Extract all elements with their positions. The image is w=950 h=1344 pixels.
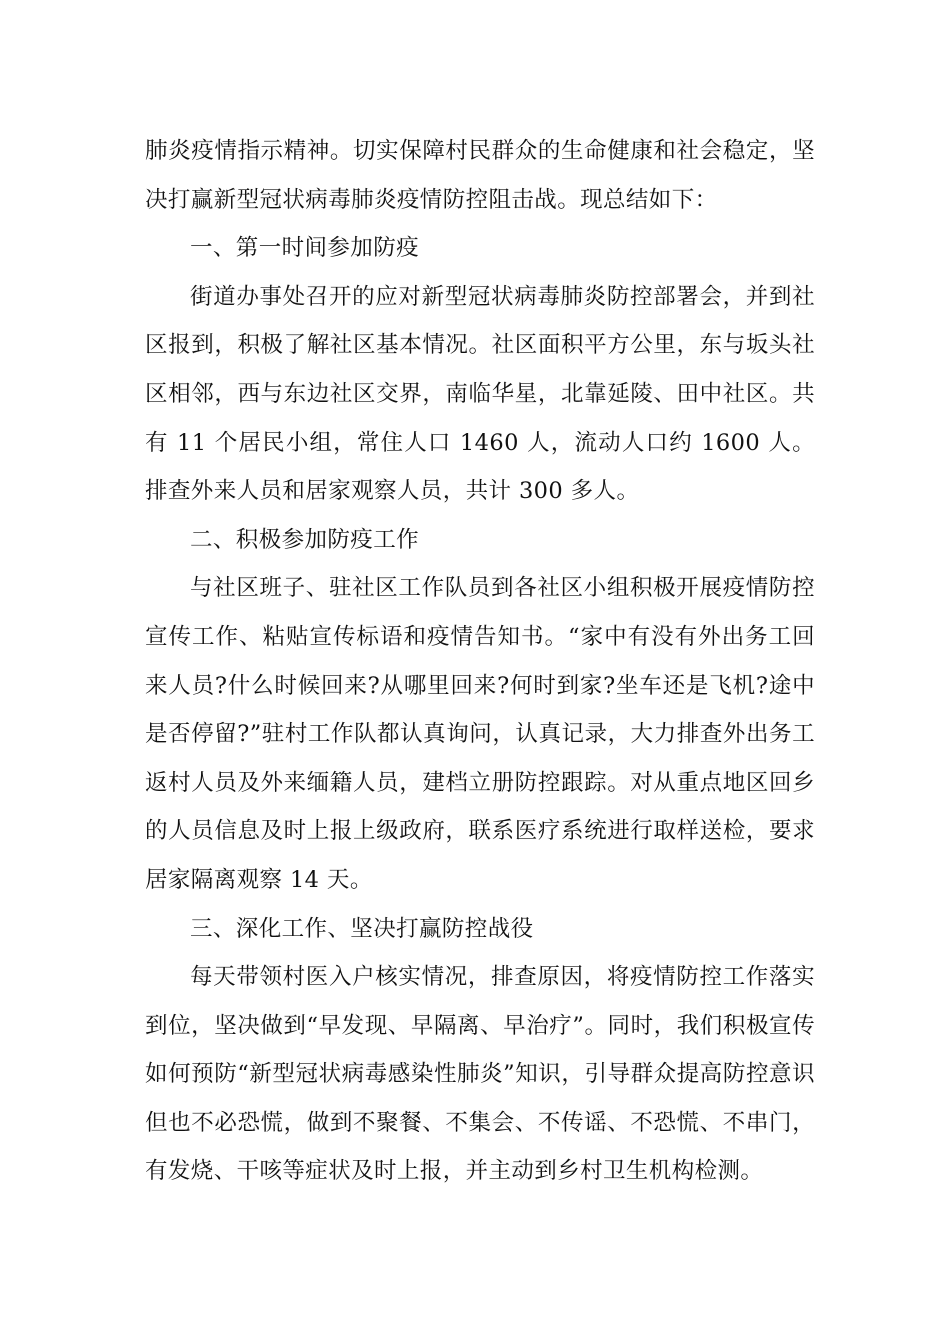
- section-heading-1: 一、第一时间参加防疫: [190, 235, 420, 262]
- section-heading-2: 二、积极参加防疫工作: [190, 526, 420, 553]
- document-body: [145, 127, 815, 1196]
- paragraph-section-3: 每天带领村医入户核实情况，排查原因，将疫情防控工作落实到位，坚决做到“早发现、早隔离、早治疗”。同时，我们积极宣传如何预防“新型冠状病毒感染性肺炎”知识，引导群众提高防控意识但也不必恐慌，做到不聚餐、不集会、不传谣、不恐慌、不串门，有发烧、干咳等症状及时上报，并主动到乡村卫生机构检测。: [145, 964, 815, 1185]
- paragraph-section-2: 与社区班子、驻社区工作队员到各社区小组积极开展疫情防控宣传工作、粘贴宣传标语和疫情告知书。“家中有没有外出务工回来人员?什么时候回来?从哪里回来?何时到家?坐车还是飞机?途中是否停留?”驻村工作队都认真询问，认真记录，大力排查外出务工返村人员及外来缅籍人员，建档立册防控跟踪。对从重点地区回乡的人员信息及时上报上级政府，联系医疗系统进行取样送检，要求居家隔离观察 14 天。: [145, 575, 815, 893]
- section-heading-3: 三、深化工作、坚决打赢防控战役: [190, 915, 534, 942]
- paragraph-section-1: 街道办事处召开的应对新型冠状病毒肺炎防控部署会，并到社区报到，积极了解社区基本情况。社区面积平方公里，东与坂头社区相邻，西与东边社区交界，南临华星，北靠延陵、田中社区。共有 11 个居民小组，常住人口 1460 人，流动人口约 1600 人。排查外来人员和居家观察人员，共计 300 多人。: [145, 283, 815, 505]
- paragraph-continuation: 肺炎疫情指示精神。切实保障村民群众的生命健康和社会稳定，坚决打赢新型冠状病毒肺炎疫情防控阻击战。现总结如下：: [145, 138, 815, 213]
